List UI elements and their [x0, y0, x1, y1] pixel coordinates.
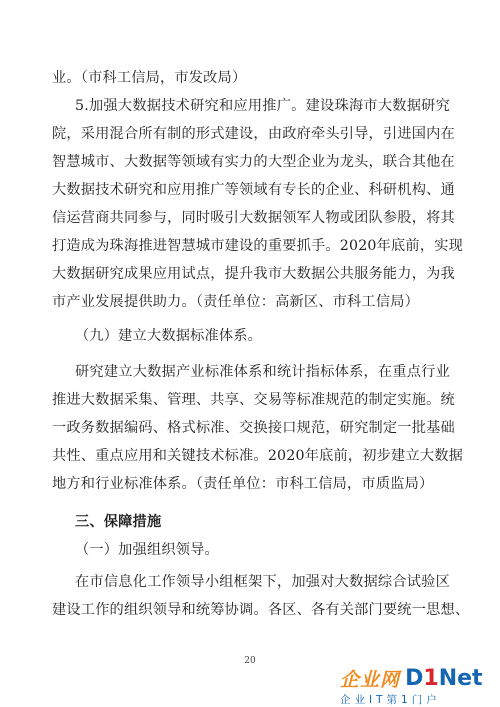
text-line: 研究建立大数据产业标准体系和统计指标体系，在重点行业: [75, 364, 450, 380]
text-line: 信运营商共同参与，同时吸引大数据领军人物或团队参股，将其: [52, 210, 455, 226]
chapter-heading: 三、保障措施: [75, 514, 162, 530]
watermark-brand: 企业网: [340, 669, 401, 691]
text-line: 打造成为珠海推进智慧城市建设的重要抓手。2020年底前，实现: [52, 238, 463, 254]
section-heading: （九）建立大数据标准体系。: [75, 328, 263, 344]
text-line: 智慧城市、大数据等领域有实力的大型企业为龙头，联合其他在: [52, 154, 455, 170]
text-line: 大数据技术研究和应用推广等领域有专长的企业、科研机构、通: [52, 182, 455, 198]
text-line: 地方和行业标准体系。（责任单位：市科工信局，市质监局）: [52, 476, 434, 492]
text-line: 在市信息化工作领导小组框架下，加强对大数据综合试验区: [75, 574, 450, 590]
text-line: 一政务数据编码、格式标准、交换接口规范，研究制定一批基础: [52, 420, 455, 436]
watermark-slogan: 企业IT第1门户: [340, 694, 441, 706]
text-line: 大数据研究成果应用试点，提升我市大数据公共服务能力，为我: [52, 266, 455, 282]
section-heading: （一）加强组织领导。: [75, 542, 219, 558]
text-line: 院，采用混合所有制的形式建设，由政府牵头引导，引进国内在: [52, 126, 455, 142]
text-line: 业。（市科工信局，市发改局）: [52, 70, 247, 86]
text-line: 推进大数据采集、管理、共享、交易等标准规范的制定实施。统: [52, 392, 455, 408]
text-line: 市产业发展提供助力。（责任单位：高新区、市科工信局）: [52, 294, 419, 310]
page-number: 20: [244, 656, 256, 666]
text-line: 建设工作的组织领导和统筹协调。各区、各有关部门要统一思想、: [52, 602, 470, 618]
d1net-logo-icon: D1Net: [405, 666, 483, 691]
text-line: 共性、重点应用和关键技术标准。2020年底前，初步建立大数据: [52, 448, 463, 464]
watermark-logo: [334, 665, 500, 707]
text-line: 5.加强大数据技术研究和应用推广。建设珠海市大数据研究: [75, 98, 450, 114]
